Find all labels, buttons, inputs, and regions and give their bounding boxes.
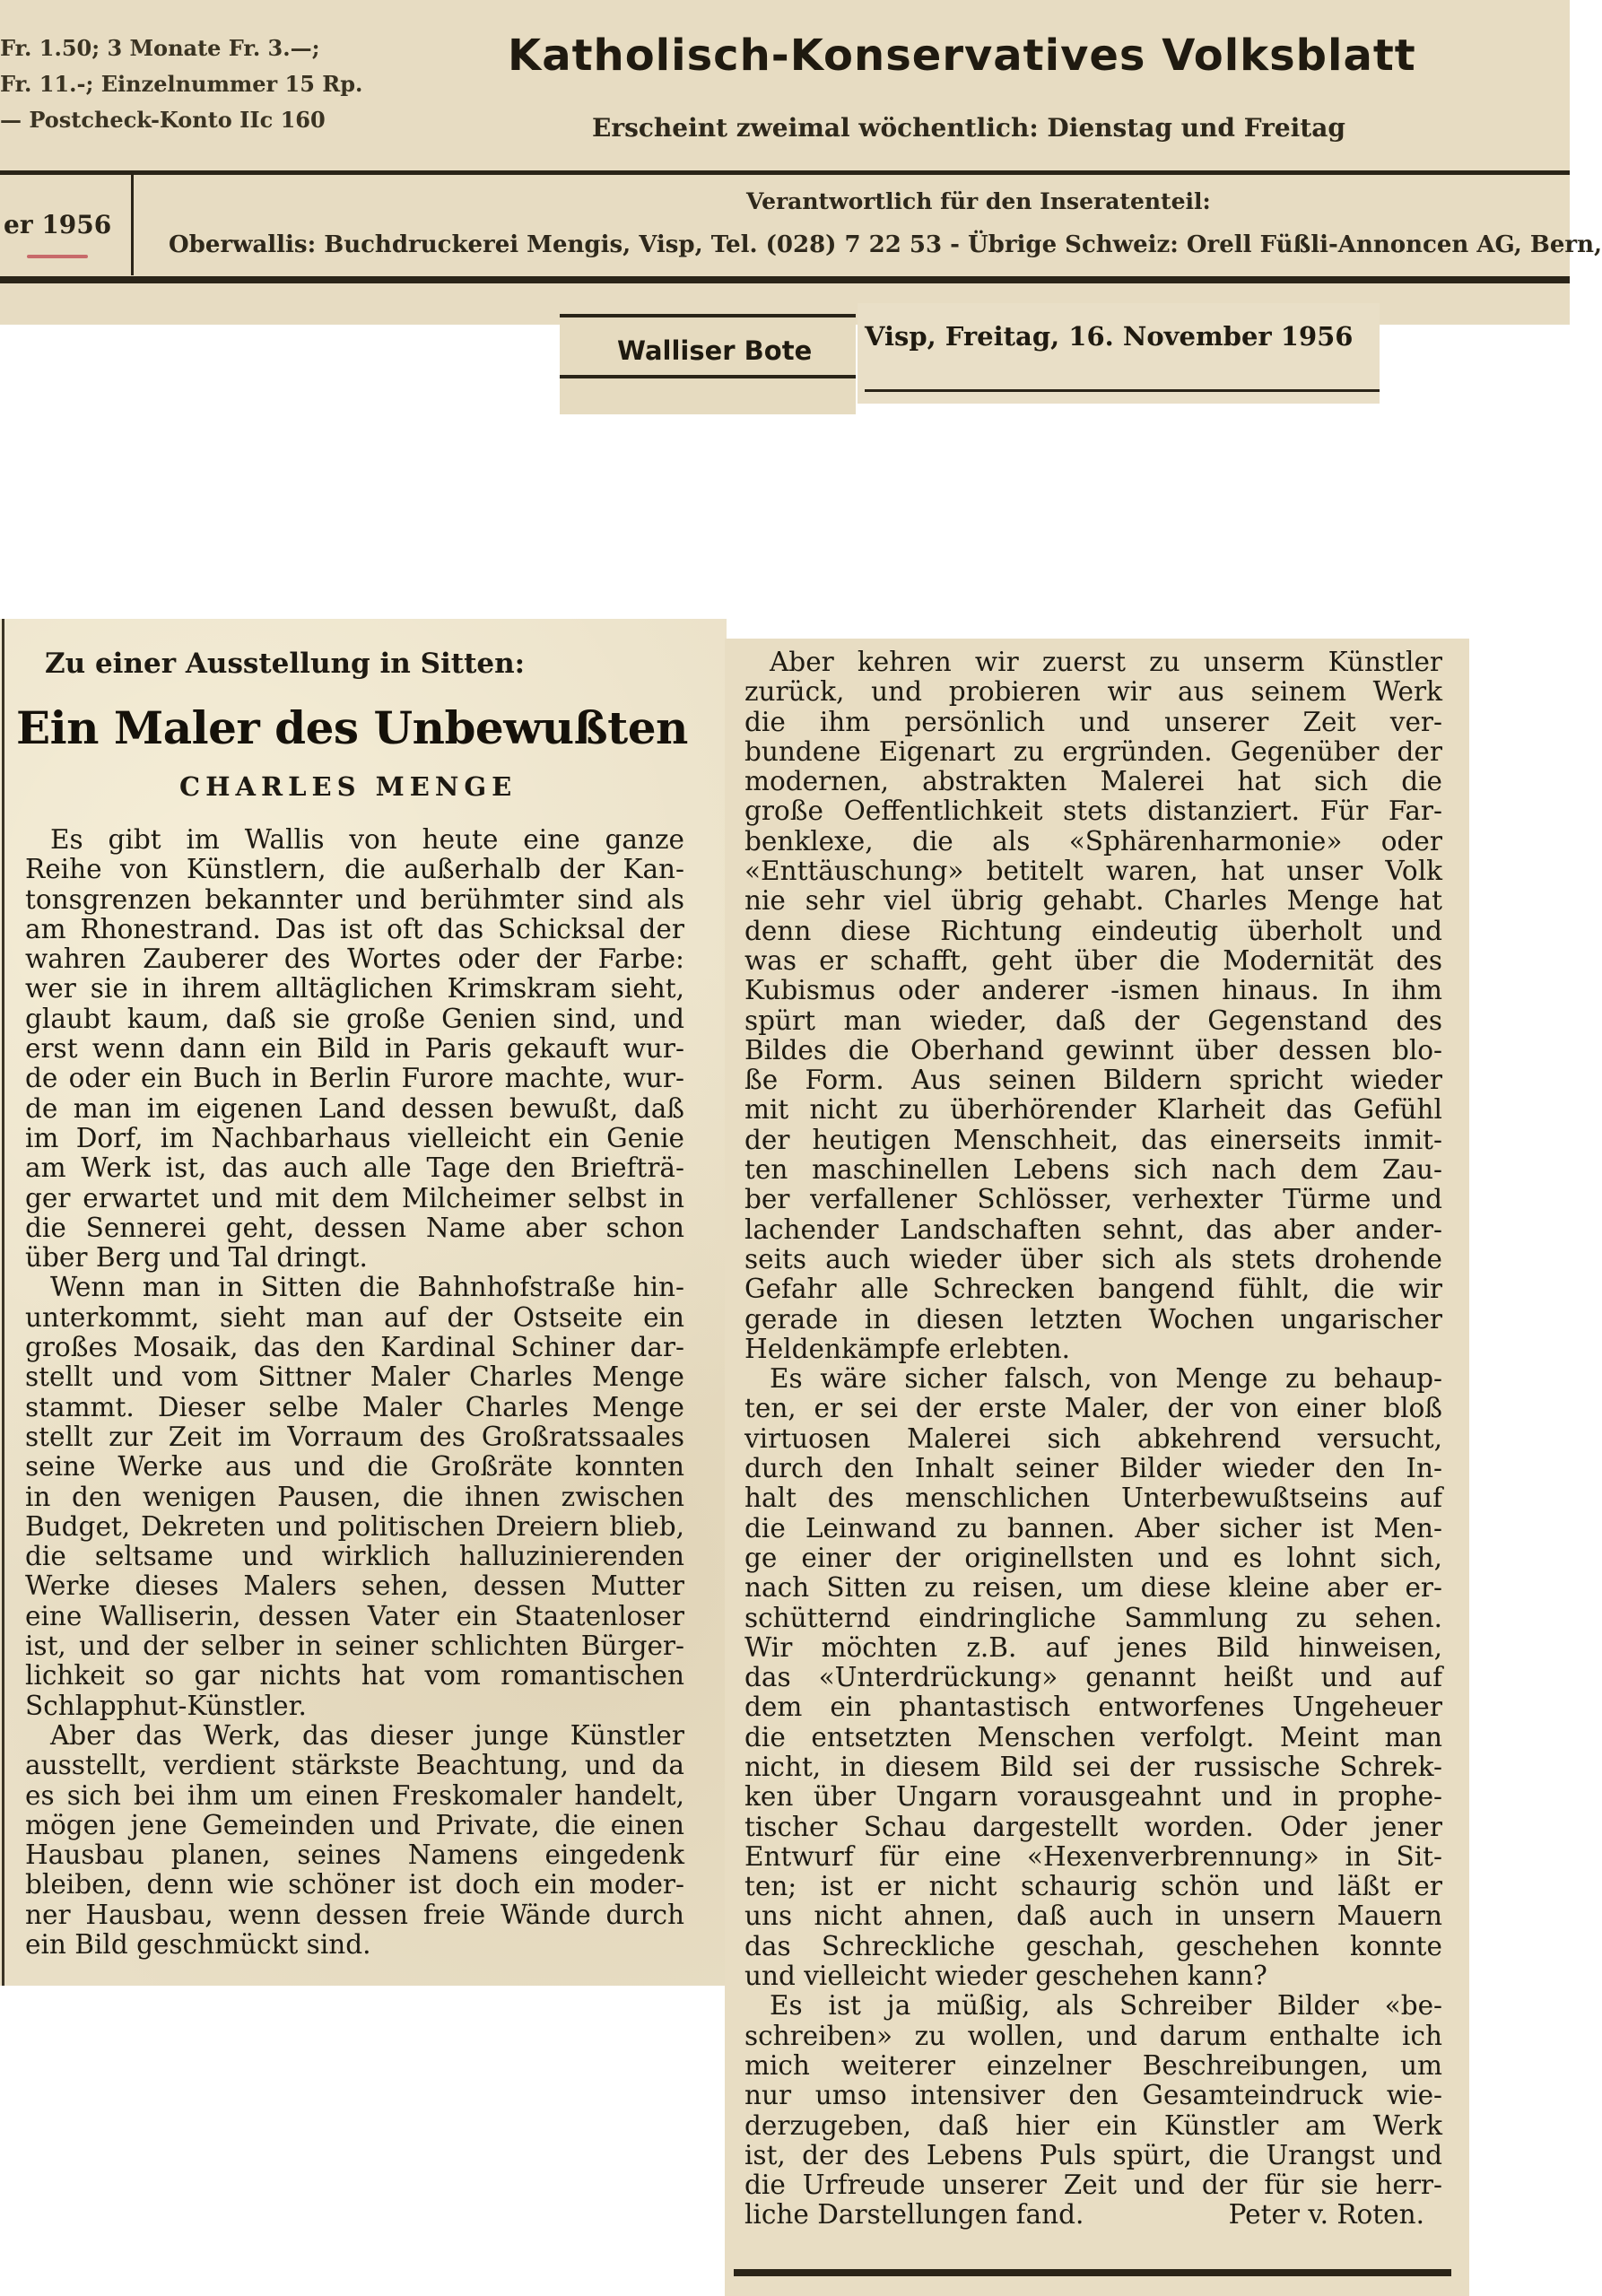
article-line: Es wäre sicher falsch, von Menge zu behaup- bbox=[770, 1363, 1442, 1395]
article-line: ße Form. Aus seinen Bildern spricht wieder bbox=[744, 1065, 1442, 1096]
article-line: Kubismus oder anderer -ismen hinaus. In ihm bbox=[744, 975, 1442, 1006]
ad-responsibility: Verantwortlich für den Inseratenteil: bbox=[746, 188, 1211, 214]
article-line: ger erwartet und mit dem Milcheimer selbst in bbox=[25, 1182, 684, 1213]
article-line: Es ist ja müßig, als Schreiber Bilder «be- bbox=[770, 1990, 1442, 2022]
article-line: lachender Landschaften sehnt, das aber ander- bbox=[744, 1213, 1442, 1245]
masthead-divider bbox=[131, 175, 134, 275]
red-pencil-mark bbox=[27, 255, 88, 258]
article-line: ber verfallener Schlösser, verhexter Türme und bbox=[744, 1184, 1442, 1215]
article-line: ner Hausbau, wenn dessen freie Wände durch bbox=[25, 1899, 684, 1930]
left-edge-line bbox=[2, 619, 4, 1986]
article-line: de oder ein Buch in Berlin Furore machte, wur- bbox=[25, 1063, 684, 1094]
article-line: Schlapphut-Künstler. bbox=[25, 1690, 307, 1721]
article-line: dem ein phantastisch entworfenes Ungeheuer bbox=[744, 1692, 1442, 1723]
article-line: Budget, Dekreten und politischen Dreiern blieb, bbox=[25, 1510, 684, 1542]
right-column-text bbox=[744, 648, 1442, 2231]
subscription-line: Fr. 11.-; Einzelnummer 15 Rp. bbox=[0, 71, 363, 97]
article-line: ken über Ungarn vorausgeahnt und in prophe- bbox=[744, 1781, 1442, 1813]
article-line: halt des menschlichen Unterbewußtseins auf bbox=[744, 1483, 1442, 1514]
article-line: ist, der des Lebens Puls spürt, die Urangst und bbox=[744, 2139, 1442, 2170]
article-author: Peter v. Roten. bbox=[1228, 2199, 1424, 2231]
masthead-rule-bottom bbox=[0, 276, 1570, 283]
article-line: die seltsame und wirklich halluzinierenden bbox=[25, 1541, 684, 1572]
article-line: liche Darstellungen fand. Peter v. Roten. bbox=[744, 2199, 1424, 2231]
article-line: großes Mosaik, das den Kardinal Schiner dar- bbox=[25, 1332, 684, 1363]
article-line: am Rhonestrand. Das ist oft das Schicksal der bbox=[25, 913, 684, 944]
article-line: Aber kehren wir zuerst zu unserm Künstler bbox=[770, 647, 1442, 677]
article-line: erst wenn dann ein Bild in Paris gekauft wur- bbox=[25, 1033, 684, 1065]
masthead-clipping bbox=[0, 0, 1602, 325]
article-line: große Oeffentlichkeit stets distanziert. Für Far- bbox=[744, 796, 1442, 827]
article-line: Reihe von Künstlern, die außerhalb der Kan- bbox=[25, 854, 684, 885]
year-fragment: er 1956 bbox=[4, 210, 112, 239]
article-line: ge einer der originellsten und es lohnt sich, bbox=[744, 1542, 1442, 1573]
left-column-text bbox=[25, 825, 684, 1960]
article-line: am Werk ist, das auch alle Tage den Briefträ- bbox=[25, 1152, 684, 1184]
article-line: Wir möchten z.B. auf jenes Bild hinweisen, bbox=[744, 1631, 1442, 1663]
subscription-line: — Postcheck-Konto IIc 160 bbox=[0, 107, 326, 133]
article-line: im Dorf, im Nachbarhaus vielleicht ein Genie bbox=[25, 1122, 684, 1153]
article-line: über Berg und Tal dringt. bbox=[25, 1242, 368, 1274]
article-line: bundene Eigenart zu ergründen. Gegenüber der bbox=[744, 735, 1442, 767]
article-line: mit nicht zu überhörender Klarheit das Gefühl bbox=[744, 1094, 1442, 1126]
subscription-line: Fr. 1.50; 3 Monate Fr. 3.—; bbox=[0, 35, 320, 61]
article-line: die ihm persönlich und unserer Zeit ver- bbox=[744, 706, 1442, 737]
article-headline: Ein Maler des Unbewußten bbox=[16, 701, 688, 754]
article-line: zurück, und probieren wir aus seinem Werk bbox=[744, 676, 1442, 708]
column-end-rule bbox=[734, 2269, 1451, 2276]
article-line: virtuosen Malerei sich abkehrend versucht, bbox=[744, 1422, 1442, 1454]
article-line: und vielleicht wieder geschehen kann? bbox=[744, 1961, 1267, 1992]
subscription-info bbox=[0, 30, 377, 138]
paper-name: Walliser Bote bbox=[617, 335, 813, 366]
article-line: derzugeben, daß hier ein Künstler am Werk bbox=[744, 2109, 1442, 2141]
article-line: nie sehr viel übrig gehabt. Charles Menge hat bbox=[744, 885, 1442, 917]
article-line: ten; ist er nicht schaurig schön und läßt er bbox=[744, 1871, 1442, 1902]
article-line: die Urfreude unserer Zeit und der für sie herr- bbox=[744, 2170, 1442, 2201]
article-line: seine Werke aus und die Großräte konnten bbox=[25, 1451, 684, 1483]
article-line: die Sennerei geht, dessen Name aber schon bbox=[25, 1212, 684, 1243]
ad-contact: Oberwallis: Buchdruckerei Mengis, Visp, Tel. (028) 7 22 53 - Übrige Schweiz: Orell Füßli-Annoncen AG, Bern, bbox=[169, 231, 1602, 258]
article-line: ein Bild geschmückt sind. bbox=[25, 1928, 371, 1960]
article-line: in den wenigen Pausen, die ihnen zwischen bbox=[25, 1481, 684, 1512]
article-line: ten, er sei der erste Maler, der von einer bloß bbox=[744, 1393, 1442, 1424]
article-line: mich weiterer einzelner Beschreibungen, um bbox=[744, 2049, 1442, 2081]
article-line: seits auch wieder über sich als stets drohende bbox=[744, 1243, 1442, 1274]
article-line: «Enttäuschung» betitelt waren, hat unser Volk bbox=[744, 856, 1442, 887]
article-line: das «Unterdrückung» genannt heißt und auf bbox=[744, 1662, 1442, 1693]
article-line: die entsetzten Menschen verfolgt. Meint man bbox=[744, 1721, 1442, 1752]
newspaper-title: Katholisch-Konservatives Volksblatt bbox=[508, 30, 1416, 81]
article-line: modernen, abstrakten Malerei hat sich die bbox=[744, 766, 1442, 797]
article-line: de man im eigenen Land dessen bewußt, daß bbox=[25, 1092, 684, 1124]
article-line: Gefahr alle Schrecken bangend fühlt, die wir bbox=[744, 1274, 1442, 1305]
article-line: lichkeit so gar nichts hat vom romantischen bbox=[25, 1660, 684, 1692]
article-line: Aber das Werk, das dieser junge Künstler bbox=[50, 1719, 684, 1751]
article-line: schreiben» zu wollen, und darum enthalte ich bbox=[744, 2020, 1442, 2051]
masthead-rule-top bbox=[0, 170, 1570, 175]
article-line: tischer Schau dargestellt worden. Oder jener bbox=[744, 1811, 1442, 1842]
article-line: gerade in diesen letzten Wochen ungarischer bbox=[744, 1303, 1442, 1335]
article-line: bleiben, denn wie schöner ist doch ein moder- bbox=[25, 1869, 684, 1900]
article-kicker: Zu einer Ausstellung in Sitten: bbox=[45, 648, 526, 680]
article-line: eine Walliserin, dessen Vater ein Staatenloser bbox=[25, 1600, 684, 1631]
article-line: stellt zur Zeit im Vorraum des Großratssaales bbox=[25, 1421, 684, 1452]
article-line: nicht, in diesem Bild sei der russische Schrek- bbox=[744, 1751, 1442, 1782]
article-line: das Schreckliche geschah, geschehen konnte bbox=[744, 1930, 1442, 1961]
article-line: Wenn man in Sitten die Bahnhofstraße hin- bbox=[50, 1272, 684, 1303]
article-line: nur umso intensiver den Gesamteindruck wie- bbox=[744, 2080, 1442, 2111]
article-line: durch den Inhalt seiner Bilder wieder den In- bbox=[744, 1453, 1442, 1484]
paper-name-strip bbox=[560, 314, 856, 414]
article-line: schütternd eindringliche Sammlung zu sehen. bbox=[744, 1602, 1442, 1633]
article-line: es sich bei ihm um einen Freskomaler handelt, bbox=[25, 1779, 684, 1811]
publication-frequency: Erscheint zweimal wöchentlich: Dienstag und Freitag bbox=[592, 113, 1345, 143]
article-line: die Leinwand zu bannen. Aber sicher ist Men- bbox=[744, 1512, 1442, 1544]
article-line: uns nicht ahnen, daß auch in unsern Mauern bbox=[744, 1900, 1442, 1932]
article-line: stammt. Dieser selbe Maler Charles Menge bbox=[25, 1391, 684, 1422]
article-line: Bildes die Oberhand gewinnt über dessen blo- bbox=[744, 1034, 1442, 1065]
article-line: denn diese Richtung eindeutig überholt und bbox=[744, 915, 1442, 946]
article-line: tonsgrenzen bekannter und berühmter sind als bbox=[25, 883, 684, 915]
article-line: spürt man wieder, daß der Gegenstand des bbox=[744, 1004, 1442, 1036]
article-line: Werke dieses Malers sehen, dessen Mutter bbox=[25, 1570, 684, 1602]
article-line: benklexe, die als «Sphärenharmonie» oder bbox=[744, 825, 1442, 857]
article-line: wahren Zauberer des Wortes oder der Farbe: bbox=[25, 944, 684, 975]
date-strip bbox=[858, 303, 1380, 404]
article-line: ten maschinellen Lebens sich nach dem Zau- bbox=[744, 1154, 1442, 1186]
article-line: glaubt kaum, daß sie große Genien sind, und bbox=[25, 1003, 684, 1034]
article-line: der heutigen Menschheit, das einerseits inmit- bbox=[744, 1124, 1442, 1155]
article-line: unterkommt, sieht man auf der Ostseite ein bbox=[25, 1301, 684, 1333]
article-line: wer sie in ihrem alltäglichen Krimskram sieht, bbox=[25, 973, 684, 1004]
article-line: Es gibt im Wallis von heute eine ganze bbox=[50, 824, 684, 855]
article-line: ausstellt, verdient stärkste Beachtung, und da bbox=[25, 1750, 684, 1781]
article-byline: CHARLES MENGE bbox=[179, 771, 518, 802]
article-line: Heldenkämpfe erlebten. bbox=[744, 1333, 1071, 1364]
article-line: Hausbau planen, seines Namens eingedenk bbox=[25, 1839, 684, 1871]
strip-rule bbox=[560, 314, 856, 317]
strip-rule bbox=[865, 389, 1380, 392]
strip-rule bbox=[560, 375, 856, 378]
article-line: mögen jene Gemeinden und Private, die einen bbox=[25, 1809, 684, 1840]
article-line: ist, und der selber in seiner schlichten Bürger- bbox=[25, 1631, 684, 1662]
article-line: Entwurf für eine «Hexenverbrennung» in Sit- bbox=[744, 1840, 1442, 1872]
article-line: was er schafft, geht über die Modernität des bbox=[744, 944, 1442, 976]
place-date: Visp, Freitag, 16. November 1956 bbox=[865, 321, 1354, 352]
article-line: nach Sitten zu reisen, um diese kleine aber er- bbox=[744, 1572, 1442, 1604]
article-line: stellt und vom Sittner Maler Charles Menge bbox=[25, 1361, 684, 1393]
